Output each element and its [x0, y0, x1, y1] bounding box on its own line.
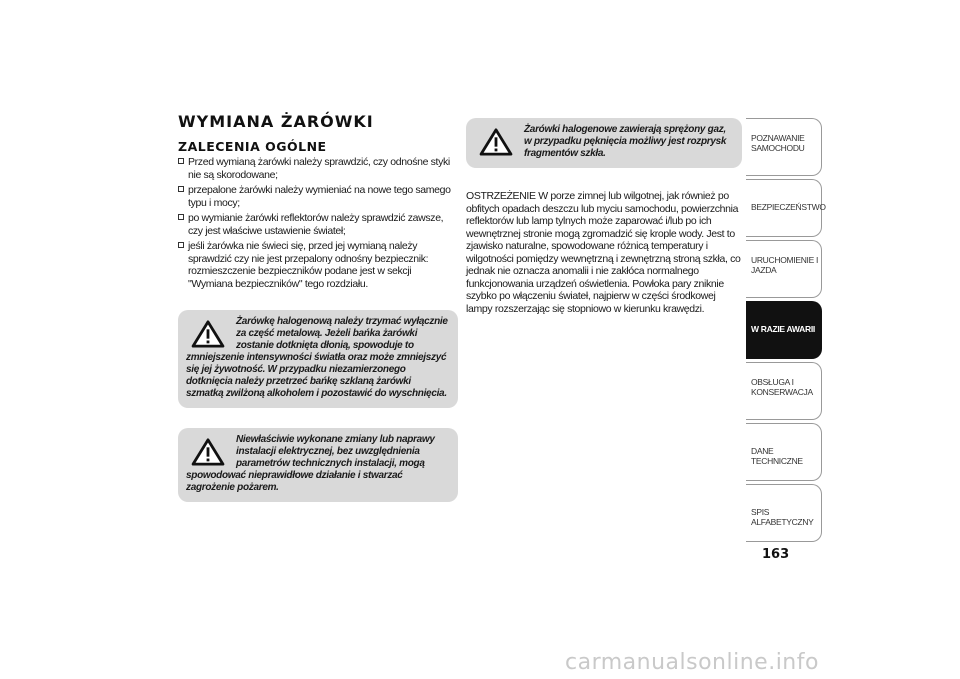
tab-poznawanie-samochodu[interactable]: POZNAWANIE SAMOCHODU: [746, 118, 822, 176]
warning-triangle-icon: [478, 128, 514, 156]
warning-text: Niewłaściwie wykonane zmiany lub naprawy instalacji elektrycznej, bez uwzględnienia parametrów technicznych instalacji, mogą spowodować nieprawidłowe działanie i stwarzać zagrożenie pożarem.: [186, 434, 435, 493]
general-recommendations-list: [178, 156, 458, 290]
checkbox-bullet-icon: [178, 186, 184, 192]
warning-box-halogen-handling: [178, 310, 458, 408]
warning-text: Żarówki halogenowe zawierają sprężony gaz, w przypadku pęknięcia możliwy jest rozprysk fragmentów szkła.: [524, 124, 727, 159]
warning-box-electrical: [178, 428, 458, 502]
section-subtitle: ZALECENIA OGÓLNE: [178, 139, 327, 154]
section-title: WYMIANA ŻARÓWKI: [178, 112, 374, 131]
list-item: [178, 240, 458, 290]
warning-box-pressurized-gas: [466, 118, 742, 168]
list-item: [178, 184, 458, 209]
warning-triangle-icon: [190, 438, 226, 466]
warning-text: Żarówkę halogenową należy trzymać wyłącznie za część metalową. Jeżeli bańka żarówki zostanie dotknięta dłonią, spowoduje to zmniejszenie intensywności światła oraz może zmniejszyć się jej żywotność. W przypadku niezamierzonego dotknięcia należy przetrzeć bańkę szklaną żarówki szmatką zwilżoną alkoholem i pozostawić do wyschnięcia.: [186, 316, 448, 399]
right-column: [466, 118, 742, 315]
watermark: carmanualsonline.info: [565, 650, 819, 675]
checkbox-bullet-icon: [178, 158, 184, 164]
caution-paragraph: OSTRZEŻENIE W porze zimnej lub wilgotnej, jak również po obfitych opadach deszczu lub myciu samochodu, powierzchnia reflektorów lub lamp tylnych może zaparować i/lub po ich wewnętrznej stronie mogą zgromadzić się krople wody. Jest to zjawisko naturalne, spowodowane różnicą temperatury i wilgotności pomiędzy wewnętrzną i zewnętrzną stroną szkła, co jednak nie oznacza anomalii i nie zakłóca normalnego funkcjonowania urządzeń oświetlenia. Powłoka pary zniknie szybko po włączeniu świateł, najpierw w części środkowej lampy rozszerzając się stopniowo w kierunku krawędzi.: [466, 190, 741, 315]
tab-uruchomienie-i-jazda[interactable]: URUCHOMIENIE I JAZDA: [746, 240, 822, 298]
chapter-tabs: [746, 118, 826, 545]
checkbox-bullet-icon: [178, 242, 184, 248]
tab-bezpieczenstwo[interactable]: BEZPIECZEŃSTWO: [746, 179, 822, 237]
checkbox-bullet-icon: [178, 214, 184, 220]
list-item-text: jeśli żarówka nie świeci się, przed jej wymianą należy sprawdzić czy nie jest przepalony odnośny bezpiecznik: rozmieszczenie bezpieczników podane jest w sekcji "Wymiana bezpieczników" tego rozdziału.: [188, 240, 429, 290]
page-number: 163: [762, 547, 790, 562]
list-item: [178, 156, 458, 181]
tab-obsluga-i-konserwacja[interactable]: OBSŁUGA I KONSERWACJA: [746, 362, 822, 420]
list-item: [178, 212, 458, 237]
tab-dane-techniczne[interactable]: DANE TECHNICZNE: [746, 423, 822, 481]
list-item-text: Przed wymianą żarówki należy sprawdzić, czy odnośne styki nie są skorodowane;: [188, 156, 450, 181]
list-item-text: po wymianie żarówki reflektorów należy sprawdzić zawsze, czy jest właściwe ustawienie świateł;: [188, 212, 444, 237]
list-item-text: przepalone żarówki należy wymieniać na nowe tego samego typu i mocy;: [188, 184, 451, 209]
left-column: [168, 112, 458, 502]
warning-triangle-icon: [190, 320, 226, 348]
tab-spis-alfabetyczny[interactable]: SPIS ALFABETYCZNY: [746, 484, 822, 542]
tab-w-razie-awarii[interactable]: W RAZIE AWARII: [746, 301, 822, 359]
